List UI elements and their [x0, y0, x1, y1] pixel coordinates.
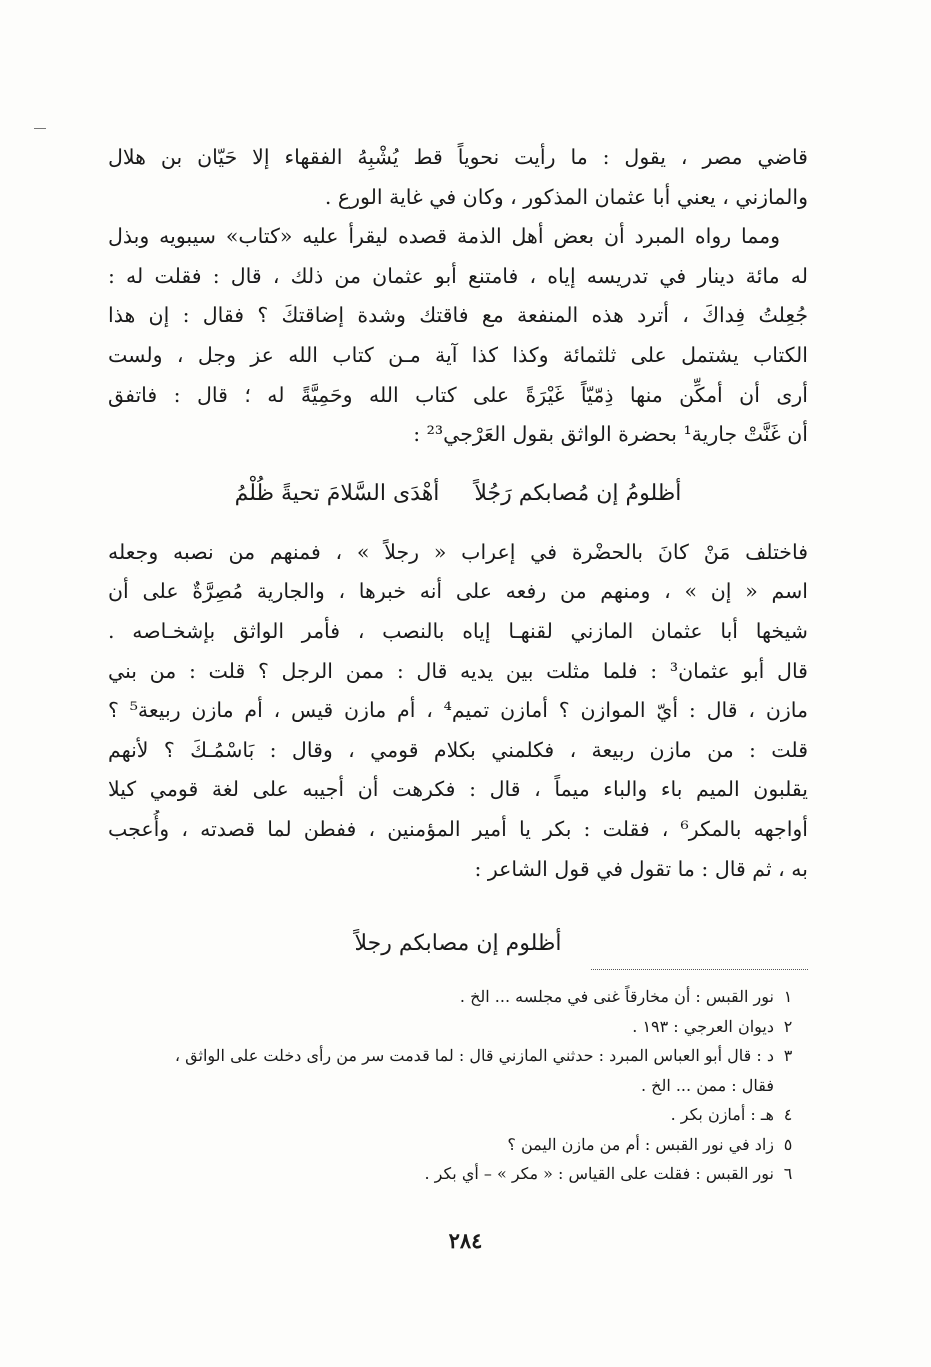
text-line: أرى أن أمكِّن منها ذِمّيّاً غَيْرَةً على كتاب الله وحَمِيَّةً له ؛ قال : فاتفق — [108, 382, 808, 407]
verse-2-first-hemistich: أظلوم إن مصابكم رجلاً — [354, 931, 562, 957]
footnote-text: هـ : أمازن بكر . — [670, 1105, 774, 1124]
footnote-text: زاد في نور القبس : أم من مازن اليمن ؟ — [507, 1134, 774, 1154]
footnote-number: ٢ — [783, 1016, 793, 1036]
page-number: ٢٨٤ — [448, 1228, 483, 1253]
text-line: الكتاب يشتمل على ثلثمائة وكذا كذا آية مـن كتاب الله عز وجل ، ولست — [108, 342, 808, 367]
text-line: قال أبو عثمان³ : فلما مثلت بين يديه قال : ممن الرجل ؟ قلت : من بني — [108, 658, 808, 683]
verse-1-second-hemistich: أهْدَى السَّلامَ تحيةً ظُلْمُ — [234, 480, 440, 506]
footnotes — [100, 982, 802, 1189]
footnote-number: ٣ — [783, 1046, 793, 1065]
footnote — [100, 982, 802, 1012]
paragraph-block-1 — [108, 138, 808, 455]
text-line: أن غَنَّتْ جارية¹ بحضرة الواثق بقول العَرْجي²³ : — [413, 422, 808, 447]
text-line: به ، ثم قال : ما تقول في قول الشاعر : — [474, 856, 808, 881]
text-line: والمازني ، يعني أبا عثمان المذكور ، وكان في غاية الورع . — [324, 184, 808, 209]
text-line: مازن ، قال : أيّ الموازن ؟ أمازن تميم⁴ ، أم مازن قيس ، أم مازن ربيعة⁵ ؟ — [108, 698, 808, 723]
footnote-number: ٥ — [783, 1134, 793, 1154]
verse-1-first-hemistich: أظلومُ إن مُصابكم رَجُلاً — [474, 480, 682, 506]
main-text — [108, 138, 808, 981]
text-line: قاضي مصر ، يقول : ما رأيت نحوياً قط يُشْبِهُ الفقهاء إلا حَيّان بن هلال — [108, 145, 808, 169]
footnote — [100, 1130, 802, 1160]
footnote-text: فقال : ممن ... الخ . — [640, 1075, 774, 1095]
text-line: يقلبون الميم باء والباء ميماً ، قال : فكرهت أن أجيبه على لغة قومي كيلا — [108, 777, 808, 802]
text-line: شيخها أبا عثمان المازني لقنهـا إياه بالنصب ، فأمر الواثق بإشخـاصه . — [108, 618, 808, 643]
paragraph-block-2 — [108, 533, 808, 889]
text-line: جُعِلتُ فِداكَ ، أترد هذه المنفعة مع فاقتك وشدة إضاقتكَ ؟ فقال : إن هذا — [108, 303, 808, 328]
footnote-text: ديوان العرجي : ١٩٣ . — [632, 1016, 774, 1036]
text-line: أواجهه بالمكر⁶ ، فقلت : بكر يا أمير المؤمنين ، ففطن لما قصدته ، وأُعجب — [108, 816, 808, 841]
footnote — [100, 1041, 802, 1071]
text-line: اسم « إن » ، ومنهم من رفعه على أنه خبرها ، والجارية مُصِرَّةٌ على أن — [108, 579, 808, 604]
text-line: قلت : من مازن ربيعة ، فكلمني بكلام قومي ، وقال : بَاسْمُـكَ ؟ لأنهم — [108, 737, 808, 762]
footnote-number: ٤ — [783, 1105, 793, 1124]
footnote-text: نور القبس : فقلت على القياس : « مكر » – أي بكر . — [424, 1164, 774, 1183]
footnote-number: ١ — [783, 987, 793, 1006]
verse-line-1 — [108, 455, 808, 533]
footnote-text: د : قال أبو العباس المبرد : حدثني المازني قال : لما قدمت سر من رأى دخلت على الواثق ، — [174, 1046, 774, 1065]
footnote-text: نور القبس : أن مخارقاً غنى في مجلسه ... الخ . — [459, 987, 774, 1006]
text-line: ومما رواه المبرد أن بعض أهل الذمة قصده ليقرأ عليه «كتاب» سيبويه وبذل — [108, 224, 780, 249]
margin-mark — [34, 128, 46, 129]
footnote-number: ٦ — [783, 1164, 793, 1183]
footnote — [100, 1100, 802, 1130]
footnote — [100, 1159, 802, 1189]
footnote — [100, 1012, 802, 1042]
footnote — [100, 1071, 802, 1101]
footnote-separator — [591, 969, 808, 970]
text-line: له مائة دينار في تدريسه إياه ، فامتنع أبو عثمان من ذلك ، قال : فقلت له : — [108, 263, 808, 288]
text-line: فاختلف مَنْ كانَ بالحضْرة في إعراب « رجلاً » ، فمنهم من نصبه وجعله — [108, 539, 808, 564]
